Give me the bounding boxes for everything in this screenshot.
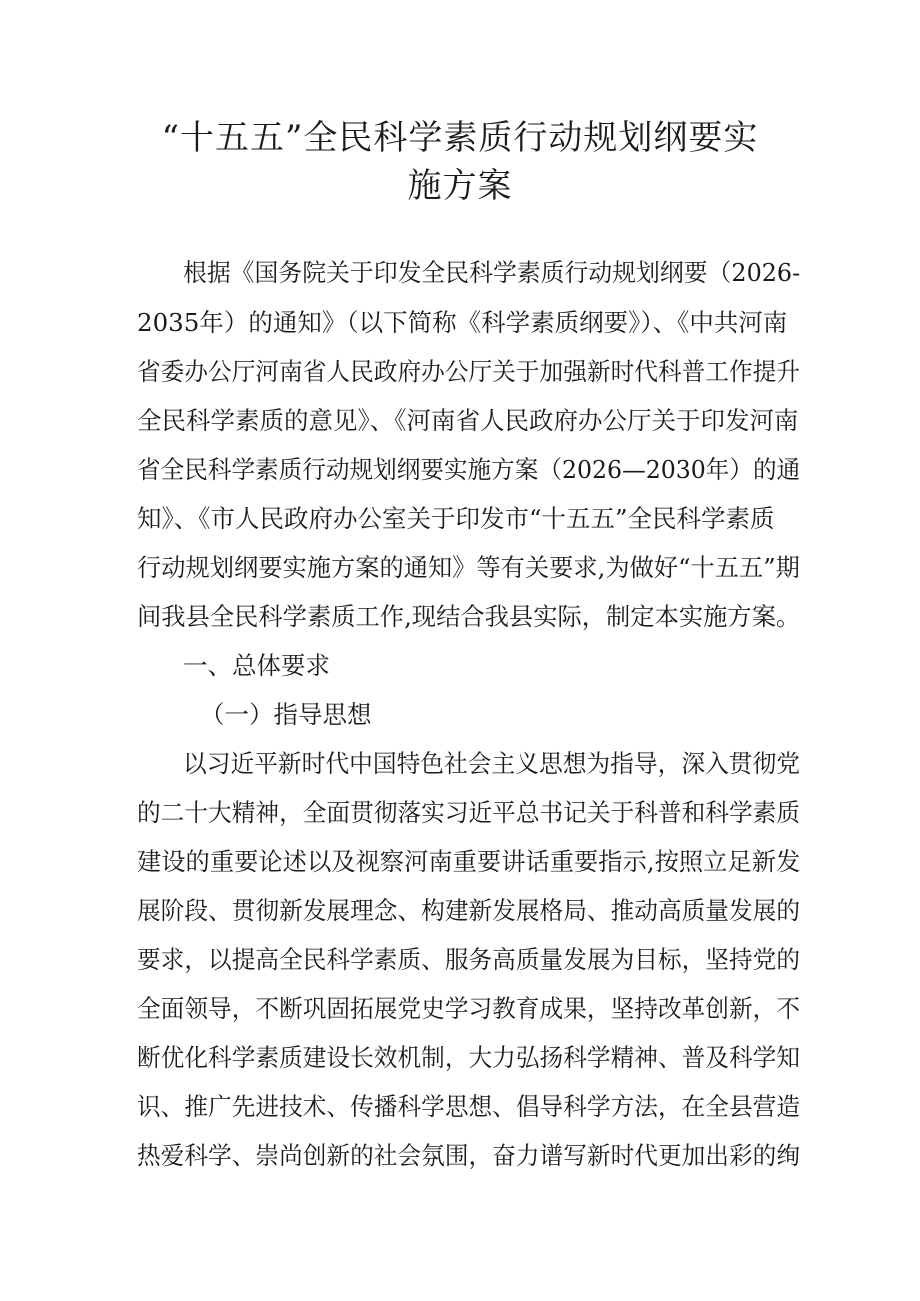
body-line: 的二十大精神，全面贯彻落实习近平总书记关于科普和科学素质: [137, 798, 801, 827]
body-line: 省全民科学素质行动规划纲要实施方案（2026—2030年）的通: [137, 455, 801, 484]
subsection-heading: （一）指导思想: [200, 700, 372, 729]
body-line: 知》、《市人民政府办公室关于印发市“十五五”全民科学素质: [137, 504, 775, 533]
body-line: 2035年）的通知》（以下简称《科学素质纲要》）、《中共河南: [137, 308, 788, 337]
document-title-line-2: 施方案: [407, 166, 513, 206]
body-line: 断优化科学素质建设长效机制，大力弘扬科学精神、普及科学知: [137, 1043, 801, 1072]
body-line: 根据《国务院关于印发全民科学素质行动规划纲要（2026-: [183, 258, 801, 287]
body-line: 全面领导，不断巩固拓展党史学习教育成果，坚持改革创新，不: [137, 994, 801, 1023]
body-line: 间我县全民科学素质工作,现结合我县实际，制定本实施方案。: [137, 602, 801, 631]
body-line: 建设的重要论述以及视察河南重要讲话重要指示,按照立足新发: [137, 847, 801, 876]
document-title-line-1: “十五五”全民科学素质行动规划纲要实: [161, 118, 759, 158]
body-line: 行动规划纲要实施方案的通知》等有关要求,为做好“十五五”期: [137, 553, 800, 582]
body-line: 省委办公厅河南省人民政府办公厅关于加强新时代科普工作提升: [137, 357, 801, 386]
body-line: 识、推广先进技术、传播科学思想、倡导科学方法，在全县营造: [137, 1092, 801, 1121]
body-line: 要求，以提高全民科学素质、服务高质量发展为目标，坚持党的: [137, 945, 801, 974]
body-line: 以习近平新时代中国特色社会主义思想为指导，深入贯彻党: [183, 749, 800, 778]
body-line: 全民科学素质的意见》、《河南省人民政府办公厅关于印发河南: [137, 406, 799, 435]
body-line: 热爱科学、崇尚创新的社会氛围，奋力谱写新时代更加出彩的绚: [137, 1141, 801, 1170]
body-line: 展阶段、贯彻新发展理念、构建新发展格局、推动高质量发展的: [137, 896, 801, 925]
section-heading: 一、总体要求: [183, 651, 330, 680]
